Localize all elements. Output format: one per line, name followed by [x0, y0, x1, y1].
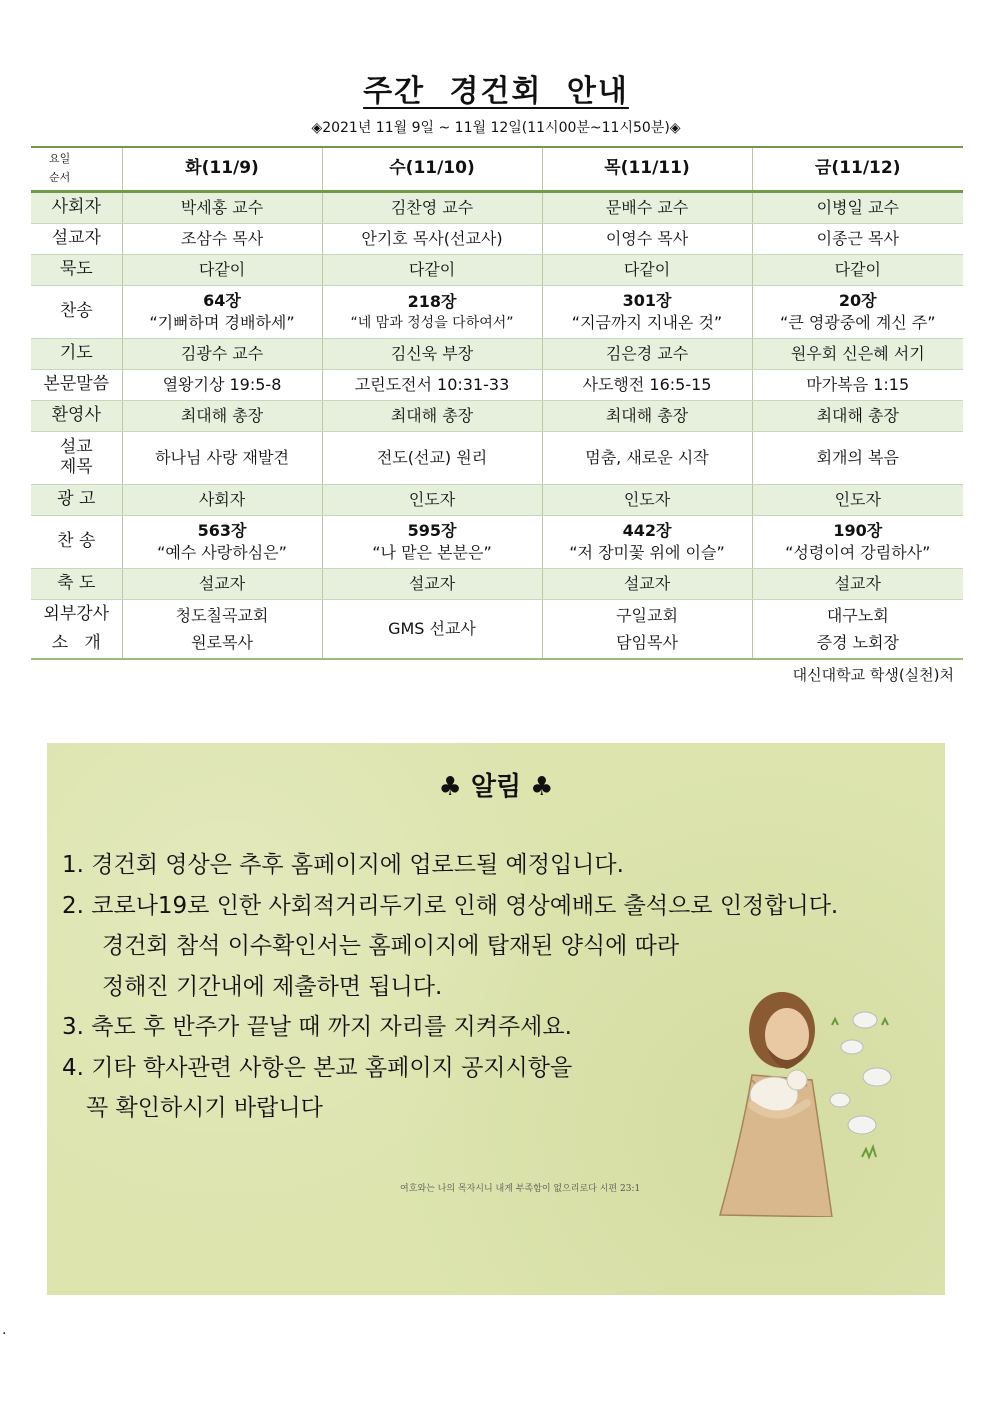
notice-item: 3. 축도 후 반주가 끝날 때 까지 자리를 지켜주세요. [62, 1014, 572, 1040]
hymn-name: “네 맘과 정성을 다하여서” [350, 315, 514, 332]
table-row-preacher [31, 224, 963, 255]
hymn-name: “저 장미꽃 위에 이슬” [569, 543, 725, 562]
table-cell: 청도칠곡교회 원로목사 [122, 600, 322, 659]
table-cell: 설교자 [542, 569, 752, 600]
notice-item: 1. 경건회 영상은 추후 홈페이지에 업로드될 예정입니다. [62, 852, 624, 878]
table-cell: 인도자 [752, 485, 963, 516]
notice-item: 정해진 기간내에 제출하면 됩니다. [102, 973, 443, 1000]
table-cell [752, 286, 963, 339]
table-cell: 다같이 [752, 255, 963, 286]
table-cell: 설교자 [122, 569, 322, 600]
row-label: 본문말씀 [31, 370, 122, 401]
table-row-hymn1 [31, 286, 963, 339]
row-label: 사회자 [31, 192, 122, 224]
table-cell: 문배수 교수 [542, 192, 752, 224]
table-cell [752, 516, 963, 569]
hymn-number: 20장 [838, 290, 877, 310]
shepherd-illustration [712, 985, 902, 1217]
table-cell: 최대해 총장 [752, 401, 963, 432]
date-range-subtitle: ◈2021년 11월 9일 ~ 11월 12일(11시00분~11시50분)◈ [311, 120, 681, 136]
hymn-name: “나 맡은 본분은” [372, 543, 492, 562]
table-cell: 최대해 총장 [122, 401, 322, 432]
table-cell: 안기호 목사(선교사) [322, 224, 542, 255]
table-cell: 다같이 [322, 255, 542, 286]
table-cell: 설교자 [752, 569, 963, 600]
table-row-prayer [31, 339, 963, 370]
page-dot: . [2, 1322, 7, 1338]
hymn-number: 190장 [833, 520, 883, 540]
row-label: 기도 [31, 339, 122, 370]
table-cell: 다같이 [122, 255, 322, 286]
hymn-number: 563장 [197, 520, 247, 540]
row-label: 환영사 [31, 401, 122, 432]
table-cell: 회개의 복음 [752, 432, 963, 485]
table-cell: 다같이 [542, 255, 752, 286]
hymn-name: “성령이여 강림하사” [785, 543, 931, 562]
day-header-tue: 화(11/9) [122, 147, 322, 192]
table-row-guest [31, 600, 963, 659]
table-cell: 열왕기상 19:5-8 [122, 370, 322, 401]
table-cell [542, 286, 752, 339]
row-label: 설교 제목 [31, 432, 122, 485]
table-row-hymn2 [31, 516, 963, 569]
day-header-wed: 수(11/10) [322, 147, 542, 192]
table-cell: 김은경 교수 [542, 339, 752, 370]
bible-verse: 여호와는 나의 목자시니 내게 부족함이 없으리로다 시편 23:1 [400, 1184, 641, 1194]
table-cell: 인도자 [322, 485, 542, 516]
table-cell: 최대해 총장 [542, 401, 752, 432]
table-cell: 이종근 목사 [752, 224, 963, 255]
hymn-number: 442장 [622, 520, 672, 540]
table-header-row [31, 147, 963, 192]
row-label: 광 고 [31, 485, 122, 516]
table-cell [322, 286, 542, 339]
table-cell: GMS 선교사 [322, 600, 542, 659]
table-cell: 최대해 총장 [322, 401, 542, 432]
hymn-number: 595장 [407, 520, 457, 540]
hymn-number: 218장 [407, 291, 457, 311]
hymn-number: 301장 [622, 290, 672, 310]
table-cell: 이영수 목사 [542, 224, 752, 255]
table-cell: 사회자 [122, 485, 322, 516]
notice-item: 4. 기타 학사관련 사항은 본교 홈페이지 공지시항을 [62, 1054, 573, 1081]
table-cell: 대구노회 증경 노회장 [752, 600, 963, 659]
table-cell: 마가복음 1:15 [752, 370, 963, 401]
row-label: 찬송 [31, 286, 122, 339]
table-cell [322, 516, 542, 569]
notice-title: ♣ 알림 ♣ [438, 772, 554, 802]
table-cell: 멈춤, 새로운 시작 [542, 432, 752, 485]
corner-cell: 요일 순서 [31, 147, 122, 192]
table-cell: 인도자 [542, 485, 752, 516]
row-label: 묵도 [31, 255, 122, 286]
notice-item: 경건회 참석 이수확인서는 홈페이지에 탑재된 양식에 따라 [102, 933, 680, 959]
table-cell: 하나님 사랑 재발견 [122, 432, 322, 485]
table-row-benediction [31, 569, 963, 600]
page-title: 주간 경건회 안내 [363, 74, 629, 109]
row-label: 설교자 [31, 224, 122, 255]
table-cell: 조삼수 목사 [122, 224, 322, 255]
table-cell: 전도(선교) 원리 [322, 432, 542, 485]
hymn-name: “예수 사랑하심은” [157, 543, 287, 562]
row-label: 외부강사 소 개 [31, 600, 122, 659]
table-row-scripture [31, 370, 963, 401]
table-row-announcement [31, 485, 963, 516]
table-cell [122, 516, 322, 569]
row-label: 축 도 [31, 569, 122, 600]
table-cell: 구일교회 담임목사 [542, 600, 752, 659]
row-label: 찬 송 [31, 516, 122, 569]
table-cell: 김신욱 부장 [322, 339, 542, 370]
table-row-silent-prayer [31, 255, 963, 286]
table-cell: 설교자 [322, 569, 542, 600]
table-cell [122, 286, 322, 339]
table-cell: 사도행전 16:5-15 [542, 370, 752, 401]
table-cell: 이병일 교수 [752, 192, 963, 224]
schedule-table [31, 146, 963, 660]
table-row-welcome [31, 401, 963, 432]
hymn-name: “큰 영광중에 계신 주” [780, 313, 936, 332]
table-row-host [31, 192, 963, 224]
table-cell: 김광수 교수 [122, 339, 322, 370]
day-header-thu: 목(11/11) [542, 147, 752, 192]
table-cell: 원우회 신은혜 서기 [752, 339, 963, 370]
notice-item: 2. 코로나19로 인한 사회적거리두기로 인해 영상예배도 출석으로 인정합니다. [62, 892, 839, 919]
organization-name: 대신대학교 학생(실천)처 [792, 666, 954, 684]
table-cell: 김찬영 교수 [322, 192, 542, 224]
hymn-number: 64장 [203, 290, 241, 310]
table-row-sermon-title [31, 432, 963, 485]
table-cell [542, 516, 752, 569]
table-cell: 고린도전서 10:31-33 [322, 370, 542, 401]
notice-item: 꼭 확인하시기 바랍니다 [86, 1095, 323, 1121]
hymn-name: “지금까지 지내온 것” [571, 313, 723, 332]
hymn-name: “기뻐하며 경배하세” [149, 313, 295, 332]
day-header-fri: 금(11/12) [752, 147, 963, 192]
table-cell: 박세홍 교수 [122, 192, 322, 224]
